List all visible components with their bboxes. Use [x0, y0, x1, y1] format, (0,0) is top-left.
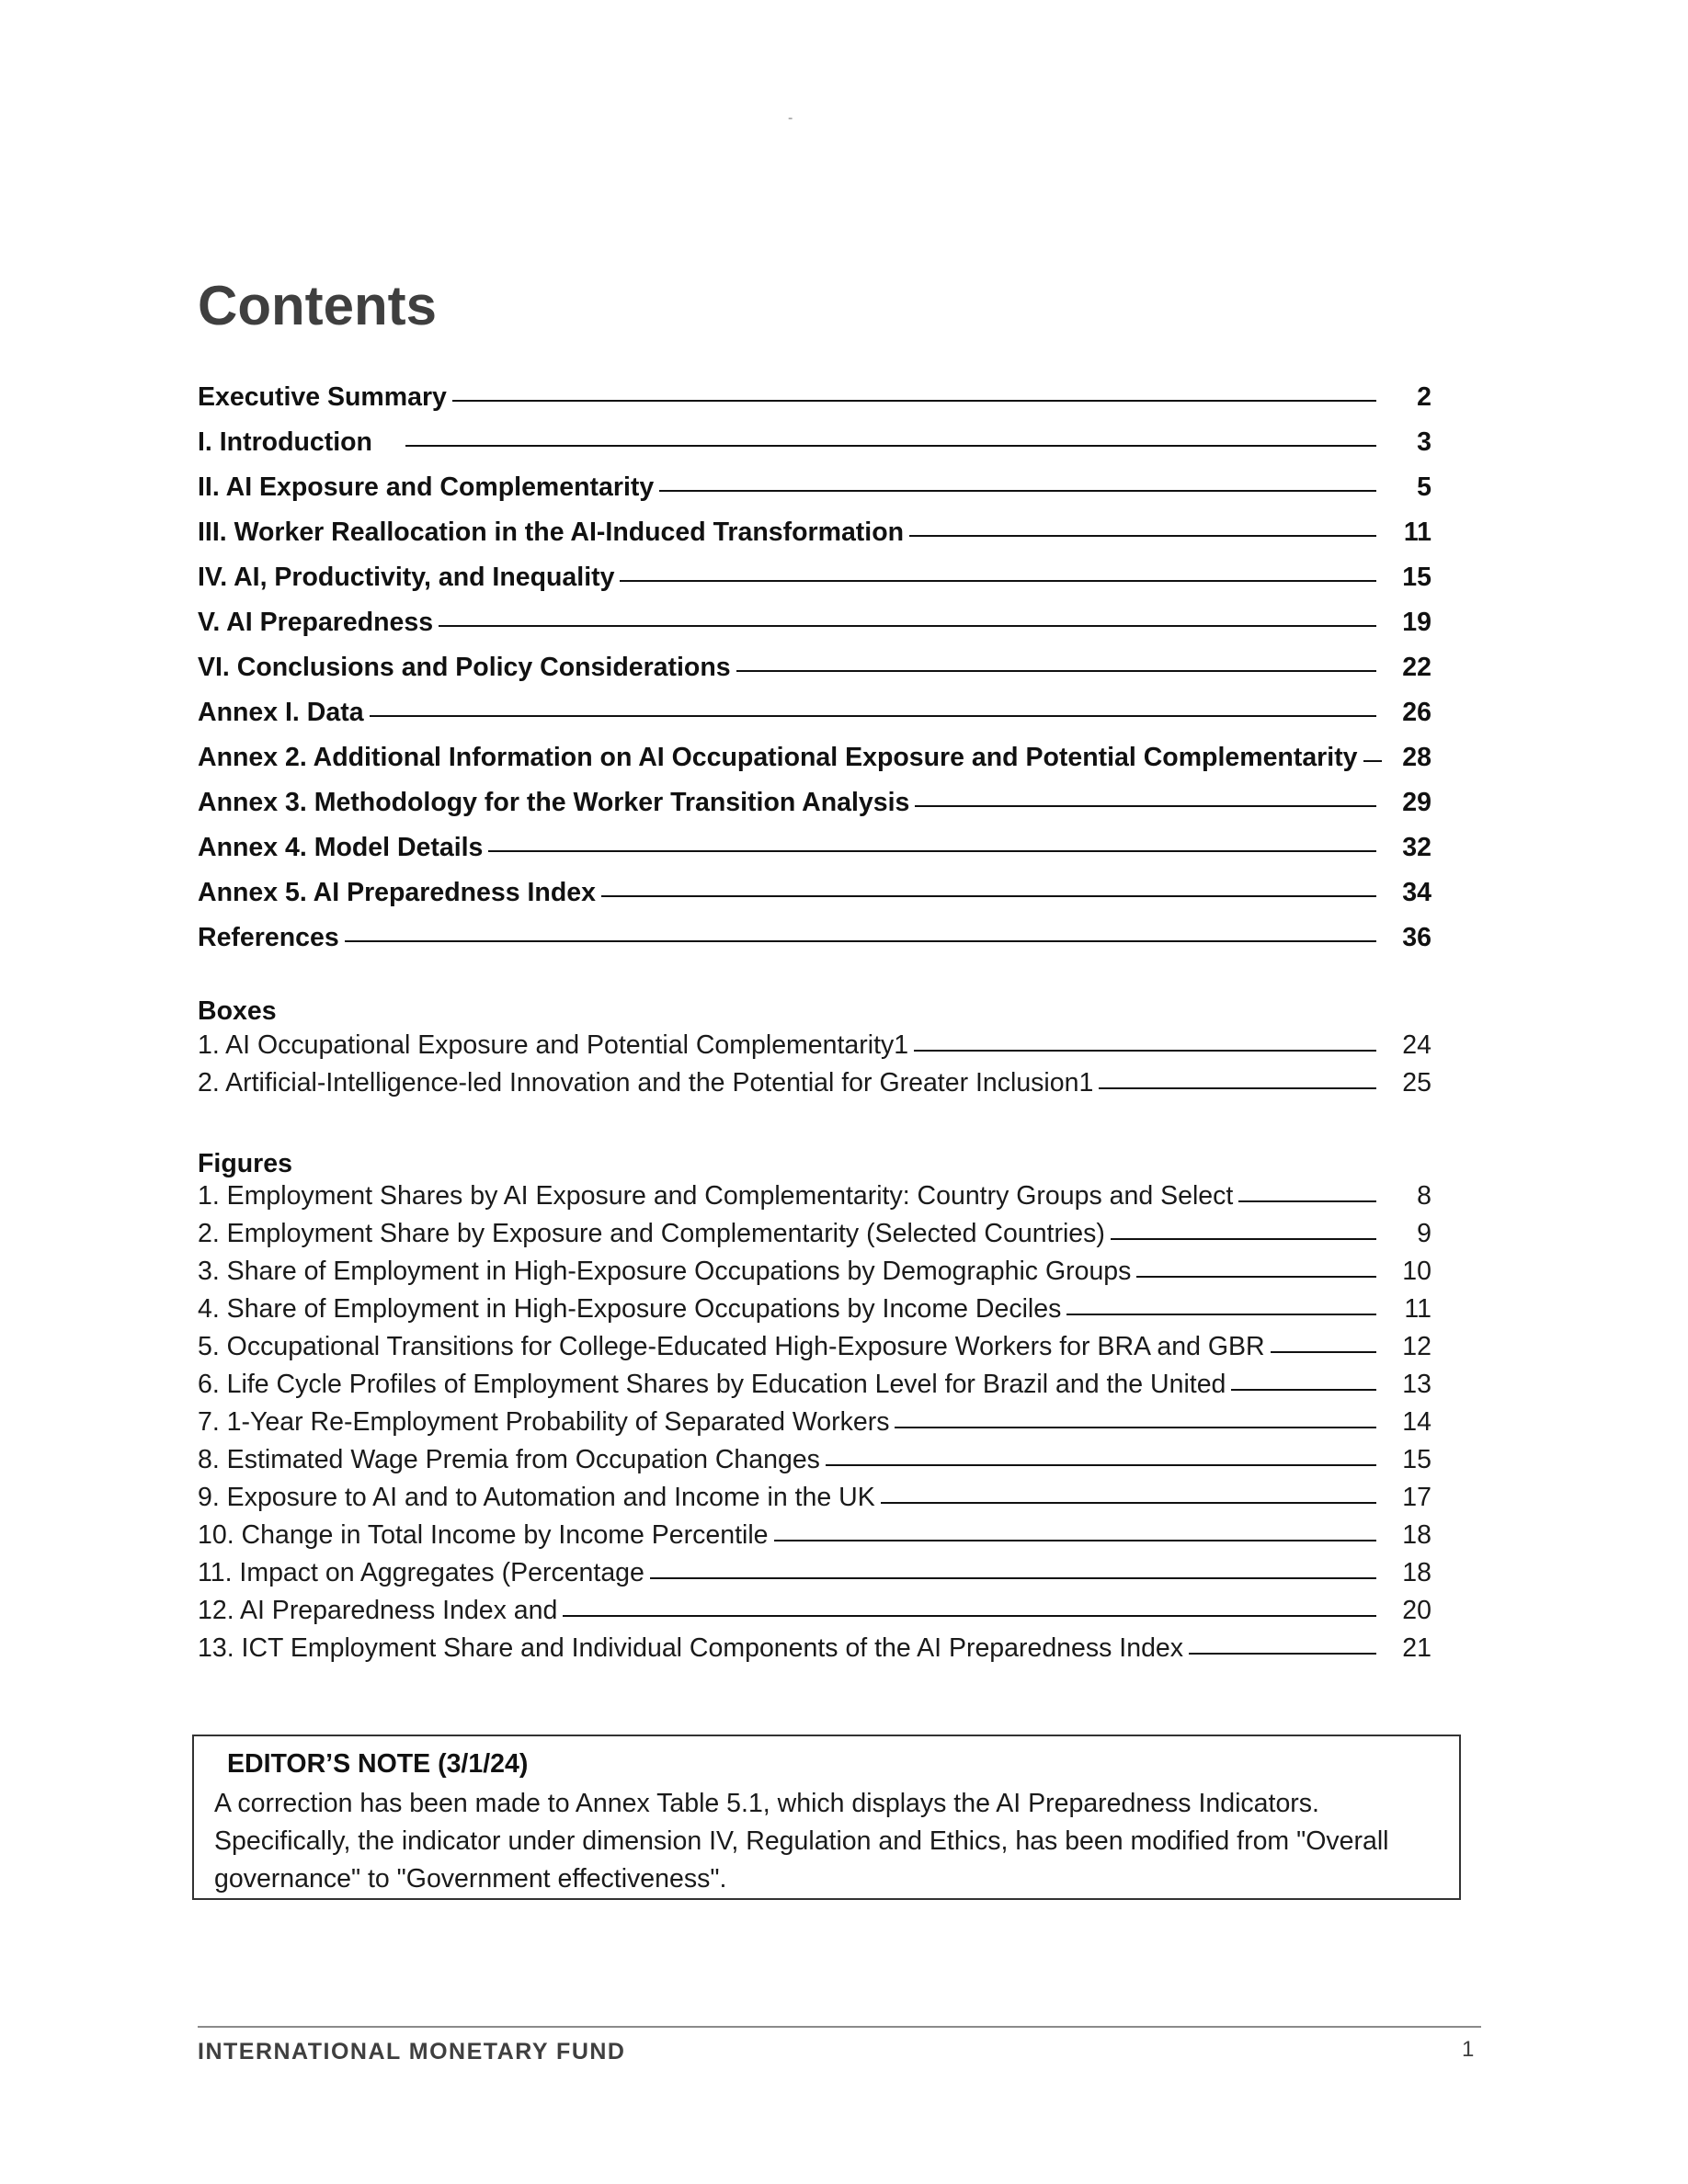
editors-note-text: A correction has been made to Annex Table 5.1, which displays the AI Preparedness Indicators. Specifically, the indicator under dimension IV, Regulation and Ethics, has been modified from "Overall governance" to "Government effectiveness".	[214, 1789, 1389, 1894]
figure-entry-label: 13. ICT Employment Share and Individual Components of the AI Preparedness Index	[198, 1633, 1184, 1663]
editors-note-title: EDITOR’S NOTE (3/1/24)	[227, 1749, 529, 1779]
toc-entry-page: 22	[1402, 653, 1431, 682]
toc-entry-label: Executive Summary	[198, 382, 447, 412]
figure-entry-label: 4. Share of Employment in High-Exposure Occupations by Income Deciles	[198, 1294, 1062, 1324]
figure-entry-label: 5. Occupational Transitions for College-Educated High-Exposure Workers for BRA and GBR	[198, 1332, 1265, 1361]
figure-entry-page: 20	[1402, 1596, 1431, 1625]
dot-leader	[405, 445, 1376, 447]
figure-entry-page: 18	[1402, 1558, 1431, 1587]
toc-entry-label: Annex 2. Additional Information on AI Occupational Exposure and Potential Complementarity	[198, 743, 1358, 772]
toc-entry[interactable]	[198, 503, 1431, 548]
toc-entry[interactable]	[198, 638, 1431, 683]
box-entry[interactable]	[198, 1061, 1431, 1098]
figure-entry-page: 21	[1402, 1633, 1431, 1663]
toc-entry-page: 5	[1417, 472, 1431, 502]
toc-entry[interactable]	[198, 368, 1431, 413]
dot-leader	[345, 940, 1376, 942]
footer-page-number: 1	[1462, 2037, 1475, 2062]
dot-leader	[736, 670, 1376, 672]
toc-entry[interactable]	[198, 413, 1431, 458]
figure-entry-page: 11	[1404, 1294, 1431, 1324]
dot-leader	[1111, 1238, 1376, 1240]
figure-entry-label: 8. Estimated Wage Premia from Occupation Changes	[198, 1445, 820, 1474]
toc-entry[interactable]	[198, 773, 1431, 818]
toc-entry-label: Annex I. Data	[198, 698, 364, 727]
toc-entry-page: 32	[1402, 833, 1431, 862]
toc-entry[interactable]	[198, 818, 1431, 863]
toc-entry[interactable]	[198, 908, 1431, 953]
dot-leader	[620, 580, 1376, 582]
figure-entry[interactable]	[198, 1588, 1431, 1626]
boxes-heading: Boxes	[198, 996, 277, 1026]
figure-entry-page: 8	[1417, 1181, 1431, 1211]
figure-entry-label: 11. Impact on Aggregates (Percentage	[198, 1558, 644, 1587]
figure-entry[interactable]	[198, 1211, 1431, 1249]
top-mark: -	[788, 110, 793, 126]
dot-leader	[909, 535, 1376, 537]
figure-entry-label: 10. Change in Total Income by Income Percentile	[198, 1520, 769, 1550]
dot-leader	[895, 1427, 1376, 1428]
figure-entry-page: 10	[1402, 1257, 1431, 1286]
dot-leader	[488, 850, 1376, 852]
figure-entry[interactable]	[198, 1551, 1431, 1588]
figure-entry[interactable]	[198, 1438, 1431, 1475]
dot-leader	[563, 1615, 1376, 1617]
figures-list	[198, 1174, 1431, 1664]
figure-entry-page: 9	[1417, 1219, 1431, 1248]
figure-entry-label: 12. AI Preparedness Index and	[198, 1596, 558, 1625]
boxes-list	[198, 1023, 1431, 1098]
dot-leader	[370, 715, 1376, 717]
dot-leader	[1066, 1314, 1376, 1315]
dot-leader	[1189, 1653, 1376, 1655]
dot-leader	[1271, 1351, 1376, 1353]
figure-entry-page: 18	[1402, 1520, 1431, 1550]
toc-entry[interactable]	[198, 863, 1431, 908]
figure-entry-label: 7. 1-Year Re-Employment Probability of Separated Workers	[198, 1407, 890, 1437]
dot-leader	[915, 805, 1376, 807]
toc-entry[interactable]	[198, 728, 1431, 773]
toc-entry-page: 2	[1417, 382, 1431, 412]
figures-heading: Figures	[198, 1149, 292, 1178]
figure-entry-label: 6. Life Cycle Profiles of Employment Shares by Education Level for Brazil and the United	[198, 1370, 1226, 1399]
box-entry-label: 2. Artificial-Intelligence-led Innovation and the Potential for Greater Inclusion1	[198, 1068, 1094, 1098]
toc-entry[interactable]	[198, 593, 1431, 638]
toc-entry-page: 19	[1402, 608, 1431, 637]
toc-entry-page: 36	[1402, 923, 1431, 952]
dot-leader	[601, 895, 1376, 897]
figure-entry-page: 15	[1402, 1445, 1431, 1474]
toc-entry-label: Annex 3. Methodology for the Worker Transition Analysis	[198, 788, 910, 817]
figure-entry-label: 1. Employment Shares by AI Exposure and Complementarity: Country Groups and Select	[198, 1181, 1234, 1211]
toc-entry-label: Annex 4. Model Details	[198, 833, 484, 862]
toc-entry-label: References	[198, 923, 339, 952]
figure-entry-label: 2. Employment Share by Exposure and Complementarity (Selected Countries)	[198, 1219, 1105, 1248]
figure-entry[interactable]	[198, 1174, 1431, 1211]
dot-leader	[1363, 760, 1382, 762]
toc-entry-label: V. AI Preparedness	[198, 608, 434, 637]
toc-list	[198, 368, 1431, 953]
toc-entry-page: 34	[1402, 878, 1431, 907]
footer-divider	[198, 2026, 1481, 2028]
dot-leader	[1231, 1389, 1376, 1391]
figure-entry-label: 3. Share of Employment in High-Exposure Occupations by Demographic Groups	[198, 1257, 1132, 1286]
figure-entry-label: 9. Exposure to AI and to Automation and Income in the UK	[198, 1483, 875, 1512]
dot-leader	[1238, 1200, 1376, 1202]
toc-entry-page: 29	[1402, 788, 1431, 817]
dot-leader	[826, 1464, 1376, 1466]
page-title: Contents	[198, 275, 437, 336]
box-entry-page: 25	[1402, 1068, 1431, 1098]
toc-entry-label: III. Worker Reallocation in the AI-Induced Transformation	[198, 518, 905, 547]
figure-entry-page: 17	[1402, 1483, 1431, 1512]
toc-entry-page: 26	[1402, 698, 1431, 727]
figure-entry[interactable]	[198, 1362, 1431, 1400]
dot-leader	[1099, 1087, 1376, 1089]
toc-entry-page: 11	[1403, 518, 1431, 547]
toc-entry-page: 28	[1402, 743, 1431, 772]
toc-entry-page: 15	[1402, 563, 1431, 592]
dot-leader	[1136, 1276, 1376, 1278]
editors-note-box	[192, 1735, 1461, 1900]
figure-entry[interactable]	[198, 1400, 1431, 1438]
dot-leader	[914, 1050, 1376, 1052]
figure-entry[interactable]	[198, 1249, 1431, 1287]
toc-entry-page: 3	[1417, 427, 1431, 457]
toc-entry[interactable]	[198, 683, 1431, 728]
toc-entry[interactable]	[198, 458, 1431, 503]
dot-leader	[650, 1577, 1376, 1579]
toc-entry-label: II. AI Exposure and Complementarity	[198, 472, 655, 502]
figure-entry[interactable]	[198, 1513, 1431, 1551]
dot-leader	[774, 1540, 1376, 1541]
toc-entry-label: Annex 5. AI Preparedness Index	[198, 878, 596, 907]
figure-entry[interactable]	[198, 1475, 1431, 1513]
box-entry-page: 24	[1402, 1030, 1431, 1060]
dot-leader	[881, 1502, 1376, 1504]
footer-organization: INTERNATIONAL MONETARY FUND	[198, 2039, 626, 2065]
dot-leader	[659, 490, 1376, 492]
box-entry-label: 1. AI Occupational Exposure and Potential Complementarity1	[198, 1030, 909, 1060]
figure-entry-page: 14	[1402, 1407, 1431, 1437]
dot-leader	[452, 400, 1376, 402]
toc-entry-label: VI. Conclusions and Policy Considerations	[198, 653, 731, 682]
toc-entry[interactable]	[198, 548, 1431, 593]
box-entry[interactable]	[198, 1023, 1431, 1061]
figure-entry[interactable]	[198, 1626, 1431, 1664]
toc-entry-label: IV. AI, Productivity, and Inequality	[198, 563, 615, 592]
toc-entry-label: I. Introduction	[198, 427, 372, 457]
dot-leader	[439, 625, 1376, 627]
figure-entry[interactable]	[198, 1325, 1431, 1362]
figure-entry-page: 13	[1402, 1370, 1431, 1399]
figure-entry[interactable]	[198, 1287, 1431, 1325]
figure-entry-page: 12	[1402, 1332, 1431, 1361]
